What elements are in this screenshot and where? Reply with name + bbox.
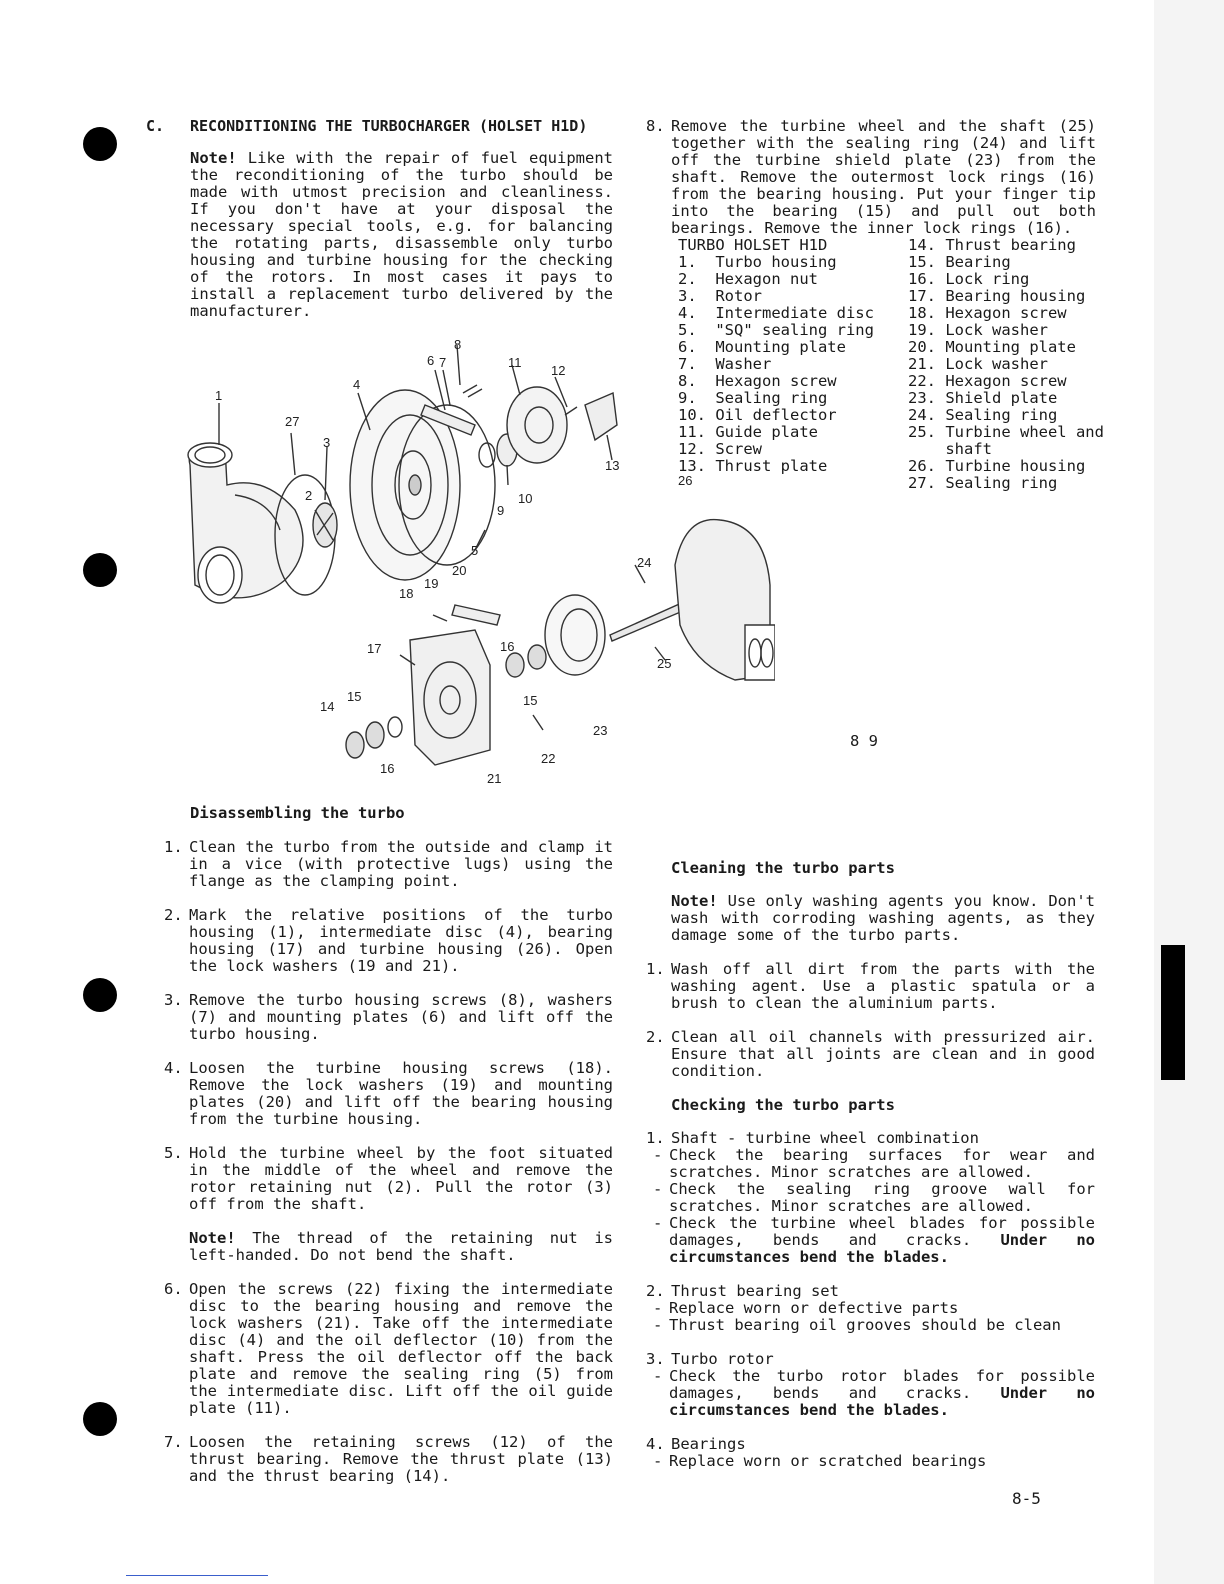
step-item: [164, 1281, 613, 1417]
callout-label: 24: [637, 555, 652, 570]
intro-note-text: Like with the repair of fuel equipment the reconditioning of the turbo should be made with utmost precision and cleanliness. If you don't have at your disposal the necessary special tools, e.g. for balancing the rotating parts, disassemble only turbo housing and turbine housing for the checking of the rotors. In most cases it pays to install a replacement turbo delivered by the manufacturer.: [190, 149, 613, 320]
step-text: Clean all oil channels with pressurized air. Ensure that all joints are clean and in good condition.: [671, 1028, 1095, 1080]
callout-label: 15: [523, 693, 538, 708]
check-text: Replace worn or scratched bearings: [669, 1452, 987, 1470]
step-item: [646, 961, 1095, 1012]
callout-label: 20: [452, 563, 467, 578]
parts-list-title: TURBO HOLSET H1D: [678, 236, 828, 254]
group-number: 2.: [646, 1282, 665, 1300]
step-text: Hold the turbine wheel by the foot situated in the middle of the wheel and remove the rotor retaining nut (2). Pull the rotor (3) off from the shaft.: [189, 1144, 613, 1213]
callout-label: 21: [487, 771, 502, 785]
callout-label: 26: [678, 473, 693, 488]
part-item: 17. Bearing housing: [908, 287, 1086, 305]
section-tab-marker: [1161, 945, 1185, 1080]
group-title: Shaft - turbine wheel combination: [671, 1129, 979, 1147]
step-number: 7.: [164, 1433, 183, 1451]
callout-label: 27: [285, 414, 300, 429]
part-item: 5. "SQ" sealing ring: [678, 321, 874, 339]
callout-label: 17: [367, 641, 382, 656]
callout-label: 7: [439, 355, 447, 370]
part-item: 19. Lock washer: [908, 321, 1048, 339]
step-text: Wash off all dirt from the parts with the washing agent. Use a plastic spatula or a brush to clean the aluminium parts.: [671, 960, 1095, 1012]
binder-hole: [83, 127, 117, 161]
part-item: 8. Hexagon screw: [678, 372, 837, 390]
part-item: 3. Rotor: [678, 287, 762, 305]
step-text: Mark the relative positions of the turbo housing (1), intermediate disc (4), bearing housing (17) and turbine housing (26). Open the lock washers (19 and 21).: [189, 906, 613, 975]
section-title: RECONDITIONING THE TURBOCHARGER (HOLSET H1D): [190, 117, 588, 135]
check-item: - Check the bearing surfaces for wear and scratches. Minor scratches are allowed.: [653, 1146, 1095, 1181]
check-text: Check the bearing surfaces for wear and scratches. Minor scratches are allowed.: [669, 1146, 1095, 1181]
check-group: [646, 1351, 1095, 1419]
part-item: 2. Hexagon nut: [678, 270, 818, 288]
callout-label: 5: [471, 543, 479, 558]
part-item: 6. Mounting plate: [678, 338, 846, 356]
callout-label: 13: [605, 458, 620, 473]
part-item: 11. Guide plate: [678, 423, 818, 441]
turbo-exploded-diagram: [175, 335, 775, 785]
step-text: Remove the turbo housing screws (8), washers (7) and mounting plates (6) and lift off the turbo housing.: [189, 991, 613, 1043]
warning-text: Under no circumstances bend the blades.: [669, 1384, 1095, 1419]
disassembling-steps: [164, 839, 613, 1485]
check-text: Check the turbine wheel blades for possible damages, bends and cracks.: [669, 1214, 1095, 1249]
group-number: 1.: [646, 1129, 665, 1147]
checking-groups: [646, 1130, 1095, 1470]
check-group: [646, 1436, 1095, 1470]
part-item: 25. Turbine wheel and: [908, 423, 1104, 441]
callout-label: 1: [215, 388, 223, 403]
callout-label: 18: [399, 586, 414, 601]
warning-text: Under no circumstances bend the blades.: [669, 1231, 1095, 1266]
callout-label: 6: [427, 353, 435, 368]
part-item: 23. Shield plate: [908, 389, 1058, 407]
binder-hole: [83, 553, 117, 587]
check-text: Replace worn or defective parts: [669, 1299, 959, 1317]
part-item: 14. Thrust bearing: [908, 236, 1076, 254]
check-item: - Thrust bearing oil grooves should be clean: [653, 1316, 1061, 1334]
part-item: 18. Hexagon screw: [908, 304, 1067, 322]
binder-hole: [83, 978, 117, 1012]
callout-label: 19: [424, 576, 439, 591]
step-number: 8.: [646, 117, 665, 135]
checking-heading: Checking the turbo parts: [671, 1096, 895, 1114]
step-text: Clean the turbo from the outside and clamp it in a vice (with protective lugs) using the flange as the clamping point.: [189, 838, 613, 890]
part-item: 21. Lock washer: [908, 355, 1048, 373]
group-title: Thrust bearing set: [671, 1282, 839, 1300]
note-label: Note!: [189, 1229, 236, 1247]
group-number: 3.: [646, 1350, 665, 1368]
note-label: Note!: [671, 892, 718, 910]
step-number: 3.: [164, 991, 183, 1009]
parts-list-right: [908, 237, 1128, 492]
check-group: [646, 1130, 1095, 1266]
part-item: 24. Sealing ring: [908, 406, 1058, 424]
step-item: [164, 907, 613, 975]
cleaning-steps: [646, 961, 1095, 1080]
step-number: 1.: [164, 838, 183, 856]
part-item: 1. Turbo housing: [678, 253, 837, 271]
step-text: Open the screws (22) fixing the intermediate disc to the bearing housing and remove the lock washers (21). Take off the intermediate disc (4) and the oil deflector (10) from the shaft. Press the oil deflector off the back plate and remove the sealing ring (5) from the intermediate disc. Lift off the oil guide plate (11).: [189, 1280, 613, 1417]
callout-label: 16: [500, 639, 515, 654]
step-number: 5.: [164, 1144, 183, 1162]
step-item: [646, 1029, 1095, 1080]
page-number: 8-5: [1012, 1489, 1041, 1508]
page-edge-shadow: [1154, 0, 1224, 1584]
callout-label: 12: [551, 363, 566, 378]
step-item: [164, 1145, 613, 1264]
intro-note: [190, 150, 613, 320]
callout-label: 14: [320, 699, 335, 714]
part-item: 26. Turbine housing: [908, 457, 1086, 475]
note-text: The thread of the retaining nut is left-handed. Do not bend the shaft.: [189, 1229, 613, 1264]
step-8: [646, 118, 1096, 237]
check-text: Check the sealing ring groove wall for scratches. Minor scratches are allowed.: [669, 1180, 1095, 1215]
step-item: [164, 992, 613, 1043]
check-item: - Check the sealing ring groove wall for scratches. Minor scratches are allowed.: [653, 1180, 1095, 1215]
part-item: shaft: [908, 440, 992, 458]
check-text: Thrust bearing oil grooves should be clean: [669, 1316, 1061, 1334]
note-text: Use only washing agents you know. Don't wash with corroding washing agents, as they damage some of the turbo parts.: [671, 892, 1095, 944]
callout-label: 8: [454, 337, 462, 352]
part-item: 12. Screw: [678, 440, 762, 458]
callout-label: 2: [305, 488, 313, 503]
callout-label: 22: [541, 751, 556, 766]
disassembling-heading: Disassembling the turbo: [190, 804, 405, 822]
callout-label: 16: [380, 761, 395, 776]
step-text: Remove the turbine wheel and the shaft (25) together with the sealing ring (24) and lift off the turbine shield plate (23) from the shaft. Remove the outermost lock rings (16) from the bearing housing. Put your finger tip into the bearing (15) and pull out both bearings. Remove the inner lock rings (16).: [671, 117, 1096, 237]
step-item: [164, 1060, 613, 1128]
step-number: 2.: [646, 1028, 665, 1046]
step-item: [164, 839, 613, 890]
note-label: Note!: [190, 149, 237, 167]
callout-label: 11: [508, 355, 522, 370]
step-text: Loosen the turbine housing screws (18). Remove the lock washers (19) and mounting plates (20) and lift off the bearing housing from the turbine housing.: [189, 1059, 613, 1128]
group-title: Bearings: [671, 1435, 746, 1453]
part-item: 22. Hexagon screw: [908, 372, 1067, 390]
callout-label: 10: [518, 491, 533, 506]
step-number: 1.: [646, 960, 665, 978]
cleaning-heading: Cleaning the turbo parts: [671, 859, 895, 877]
step-number: 6.: [164, 1280, 183, 1298]
callout-label: 25: [657, 656, 672, 671]
step-item: [164, 1434, 613, 1485]
step-text: Loosen the retaining screws (12) of the thrust bearing. Remove the thrust plate (13) and the thrust bearing (14).: [189, 1433, 613, 1485]
check-item: - Check the turbine wheel blades for possible damages, bends and cracks. Under no circumstances bend the blades.: [653, 1214, 1095, 1266]
check-text: Check the turbo rotor blades for possible damages, bends and cracks.: [669, 1367, 1095, 1402]
part-item: 20. Mounting plate: [908, 338, 1076, 356]
callout-label: 9: [497, 503, 505, 518]
callout-label: 3: [323, 435, 331, 450]
section-letter: C.: [146, 117, 165, 135]
step-number: 4.: [164, 1059, 183, 1077]
part-item: 9. Sealing ring: [678, 389, 828, 407]
check-group: [646, 1283, 1095, 1334]
part-item: 13. Thrust plate: [678, 457, 828, 475]
callout-label: 4: [353, 377, 361, 392]
group-title: Turbo rotor: [671, 1350, 774, 1368]
callout-label: 23: [593, 723, 608, 738]
part-item: 27. Sealing ring: [908, 474, 1058, 492]
binder-hole: [83, 1402, 117, 1436]
group-number: 4.: [646, 1435, 665, 1453]
step-number: 2.: [164, 906, 183, 924]
cleaning-note: [671, 893, 1095, 944]
check-item: - Replace worn or defective parts: [653, 1299, 959, 1317]
check-item: - Replace worn or scratched bearings: [653, 1452, 987, 1470]
part-item: 10. Oil deflector: [678, 406, 837, 424]
footer-rule: [126, 1575, 268, 1576]
part-item: 16. Lock ring: [908, 270, 1030, 288]
callout-label: 15: [347, 689, 362, 704]
check-item: - Check the turbo rotor blades for possible damages, bends and cracks. Under no circumstances bend the blades.: [653, 1367, 1095, 1419]
part-item: 15. Bearing: [908, 253, 1011, 271]
step-note: [189, 1230, 613, 1264]
part-item: 7. Washer: [678, 355, 772, 373]
part-item: 4. Intermediate disc: [678, 304, 874, 322]
figure-number: 8 9: [850, 732, 878, 750]
